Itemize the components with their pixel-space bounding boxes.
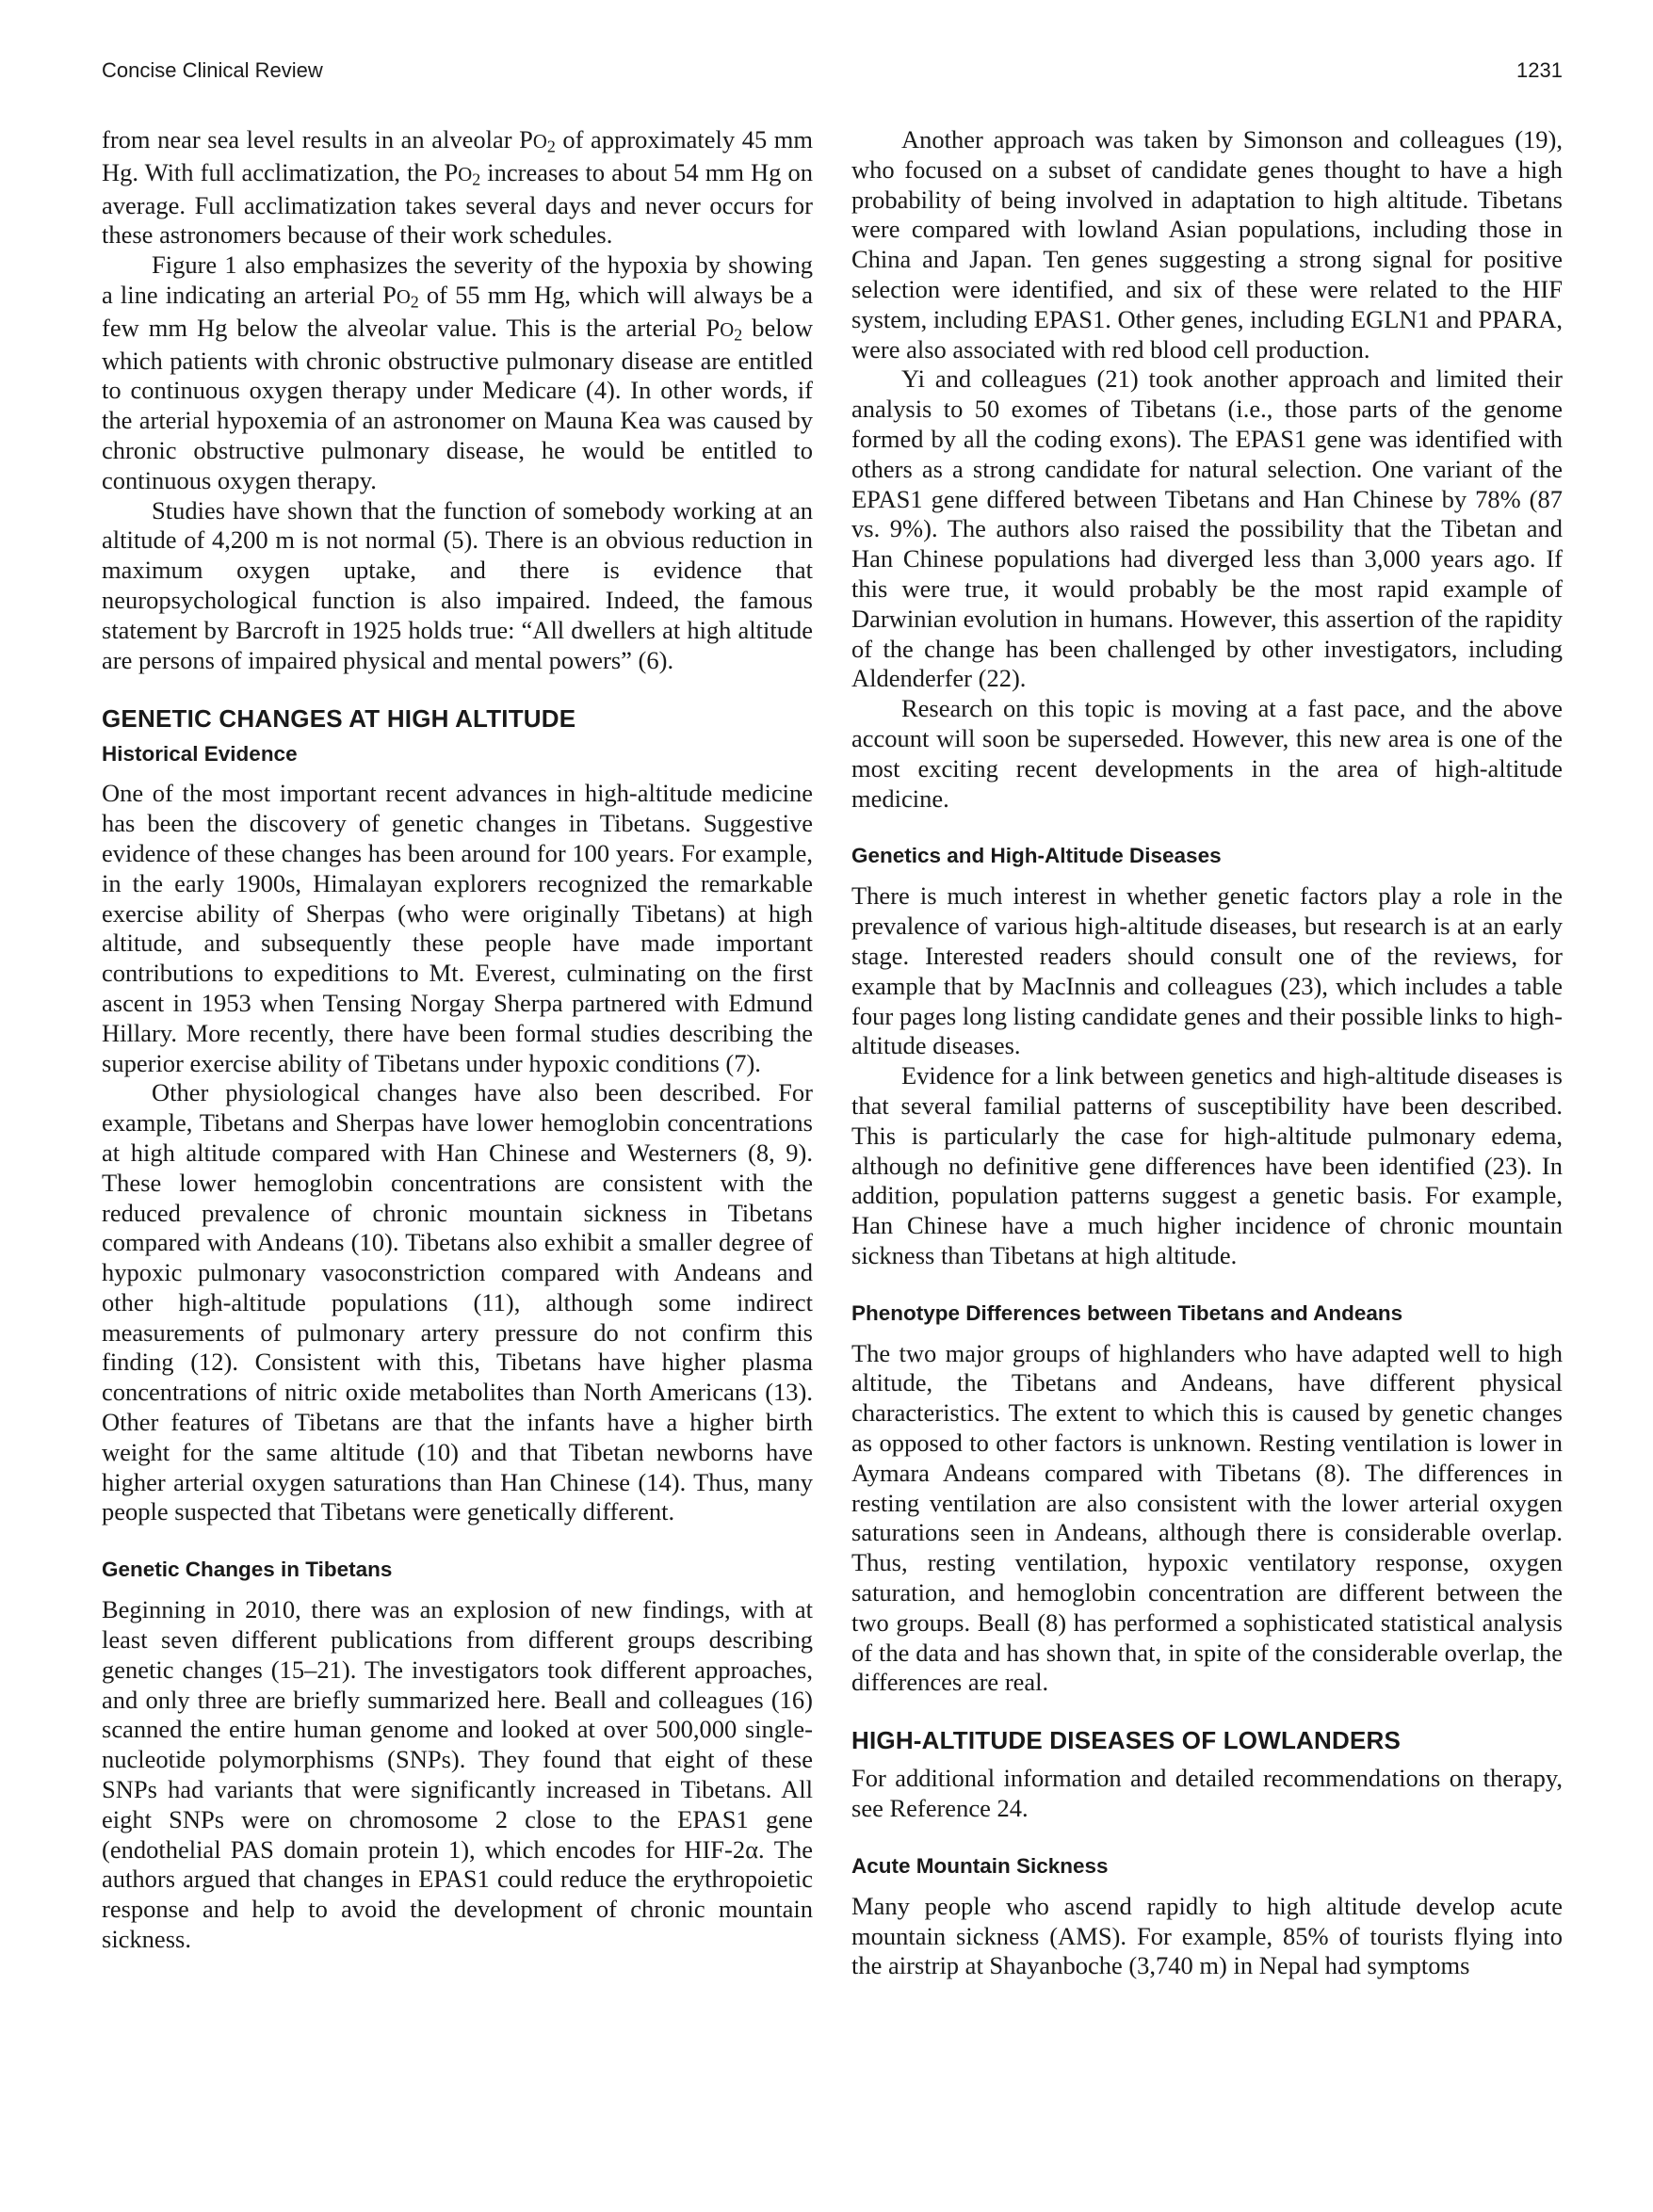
paragraph-ams: Many people who ascend rapidly to high altitude develop acute mountain sickness (AMS). For example, 85% of tourists flying into the airstrip at Shayanboche (3,740 m) in Nepal had symptoms [851, 1891, 1563, 1980]
paragraph-simonson: Another approach was taken by Simonson and colleagues (19), who focused on a subset of candidate genes thought to have a high probability of being involved in adaptation to high altitude. Tibetans were compared with lowland Asian populations, including those in China and Japan. Ten genes suggesting a strong signal for positive selection were identified, and six of these were related to the HIF system, including EPAS1. Other genes, including EGLN1 and PPARA, were also associated with red blood cell production. [851, 125, 1563, 363]
left-column [102, 125, 813, 1955]
paragraph-historical-evidence: One of the most important recent advances in high-altitude medicine has been the discovery of genetic changes in Tibetans. Suggestive evidence of these changes has been around for 100 years. For example, in the early 1900s, Himalayan explorers recognized the remarkable exercise ability of Sherpas (who were originally Tibetans) at high altitude, and subsequently these people have made important contributions to expeditions to Mt. Everest, culminating on the first ascent in 1953 when Tensing Norgay Sherpa partnered with Edmund Hillary. More recently, there have been formal studies describing the superior exercise ability of Tibetans under hypoxic conditions (7). [102, 779, 813, 1077]
paragraph-highlanders: The two major groups of highlanders who have adapted well to high altitude, the Tibetans and Andeans, have different physical characteristics. The extent to which this is caused by genetic changes as opposed to other factors is unknown. Resting ventilation is lower in Aymara Andeans compared with Tibetans (8). The differences in resting ventilation are also consistent with the lower arterial oxygen saturations seen in Andeans, although there is considerable overlap. Thus, resting ventilation, hypoxic ventilatory response, oxygen saturation, and hemoglobin concentration are different between the two groups. Beall (8) has performed a sophisticated statistical analysis of the data and has shown that, in spite of the considerable overlap, the differences are real. [851, 1338, 1563, 1697]
section-heading-genetic-changes: GENETIC CHANGES AT HIGH ALTITUDE [102, 704, 576, 734]
subheading-genetic-changes-tibetans: Genetic Changes in Tibetans [102, 1558, 393, 1582]
journal-section-label: Concise Clinical Review [102, 58, 323, 82]
paragraph-po2-alveolar: from near sea level results in an alveolar $PO_2$ of approximately 45 mm Hg. With full acclimatization, the $PO_2$ increases to about 54 mm Hg on average. Full acclimatization takes several days and never occurs for these astronomers because of their work schedules. [102, 125, 814, 250]
paragraph-genetic-factors: There is much interest in whether genetic factors play a role in the prevalence of various high-altitude diseases, but research is at an early stage. Interested readers should consult one of the reviews, for example that by MacInnis and colleagues (23), which includes a table four pages long listing candidate genes and their possible links to high-altitude diseases. [851, 881, 1563, 1060]
subheading-historical-evidence: Historical Evidence [102, 742, 298, 767]
paragraph-figure1-hypoxia: Figure 1 also emphasizes the severity of the hypoxia by showing a line indicating an arterial $PO_2$ of 55 mm Hg, which will always be a few mm Hg below the alveolar value. This is the arterial $PO_2$ below which patients with chronic obstructive pulmonary disease are entitled to continuous oxygen therapy under Medicare (4). In other words, if the arterial hypoxemia of an astronomer on Mauna Kea was caused by chronic obstructive pulmonary disease, he would be entitled to continuous oxygen therapy. [102, 250, 813, 494]
section-heading-lowlanders: HIGH-ALTITUDE DISEASES OF LOWLANDERS [851, 1726, 1402, 1755]
paragraph-research-pace: Research on this topic is moving at a fast pace, and the above account will soon be superseded. However, this new area is one of the most exciting recent developments in the area of high-altitude medicine. [851, 694, 1563, 813]
paragraph-familial-patterns: Evidence for a link between genetics and high-altitude diseases is that several familial patterns of susceptibility have been described. This is particularly the case for high-altitude pulmonary edema, although no definitive gene differences have been identified (23). In addition, population patterns suggest a genetic basis. For example, Han Chinese have a much higher incidence of chronic mountain sickness than Tibetans at high altitude. [851, 1061, 1563, 1269]
paragraph-physiological-changes: Other physiological changes have also been described. For example, Tibetans and Sherpas have lower hemoglobin concentrations at high altitude compared with Han Chinese and Westerners (8, 9). These lower hemoglobin concentrations are consistent with the reduced prevalence of chronic mountain sickness in Tibetans compared with Andeans (10). Tibetans also exhibit a smaller degree of hypoxic pulmonary vasoconstriction compared with Andeans and other high-altitude populations (11), although some indirect measurements of pulmonary artery pressure do not confirm this finding (12). Consistent with this, Tibetans have higher plasma concentrations of nitric oxide metabolites than North Americans (13). Other features of Tibetans are that the infants have a higher birth weight for the same altitude (10) and that Tibetan newborns have higher arterial oxygen saturations than Han Chinese (14). Thus, many people suspected that Tibetans were genetically different. [102, 1078, 813, 1526]
subheading-phenotype-differences: Phenotype Differences between Tibetans and Andeans [851, 1300, 1403, 1325]
paragraph-yi-exomes: Yi and colleagues (21) took another approach and limited their analysis to 50 exomes of Tibetans (i.e., those parts of the genome formed by all the coding exons). The EPAS1 gene was identified with others as a strong candidate for natural selection. One variant of the EPAS1 gene differed between Tibetans and Han Chinese by 78% (87 vs. 9%). The authors also raised the possibility that the Tibetan and Han Chinese populations had diverged less than 3,000 years ago. If this were true, it would probably be the most rapid example of Darwinian evolution in humans. However, this assertion of the rapidity of the change has been challenged by other investigators, including Aldenderfer (22). [851, 364, 1563, 693]
right-column [851, 125, 1563, 1981]
paragraph-function-at-altitude: Studies have shown that the function of somebody working at an altitude of 4,200 m is not normal (5). There is an obvious reduction in maximum oxygen uptake, and there is evidence that neuropsychological function is also impaired. Indeed, the famous statement by Barcroft in 1925 holds true: “All dwellers at high altitude are persons of impaired physical and mental powers” (6). [102, 495, 813, 674]
paragraph-genetic-findings-2010: Beginning in 2010, there was an explosion of new findings, with at least seven different publications from different groups describing genetic changes (15–21). The investigators took different approaches, and only three are briefly summarized here. Beall and colleagues (16) scanned the entire human genome and looked at over 500,000 single-nucleotide polymorphisms (SNPs). They found that eight of these SNPs had variants that were significantly increased in Tibetans. All eight SNPs were on chromosome 2 close to the EPAS1 gene (endothelial PAS domain protein 1), which encodes for HIF-2α. The authors argued that changes in EPAS1 could reduce the erythropoietic response and help to avoid the development of chronic mountain sickness. [102, 1595, 813, 1954]
subheading-acute-mountain-sickness: Acute Mountain Sickness [851, 1853, 1109, 1878]
page-number: 1231 [1516, 58, 1563, 82]
running-header [102, 58, 1563, 96]
subheading-genetics-diseases: Genetics and High-Altitude Diseases [851, 844, 1222, 868]
paragraph-reference-24: For additional information and detailed recommendations on therapy, see Reference 24. [851, 1764, 1563, 1823]
